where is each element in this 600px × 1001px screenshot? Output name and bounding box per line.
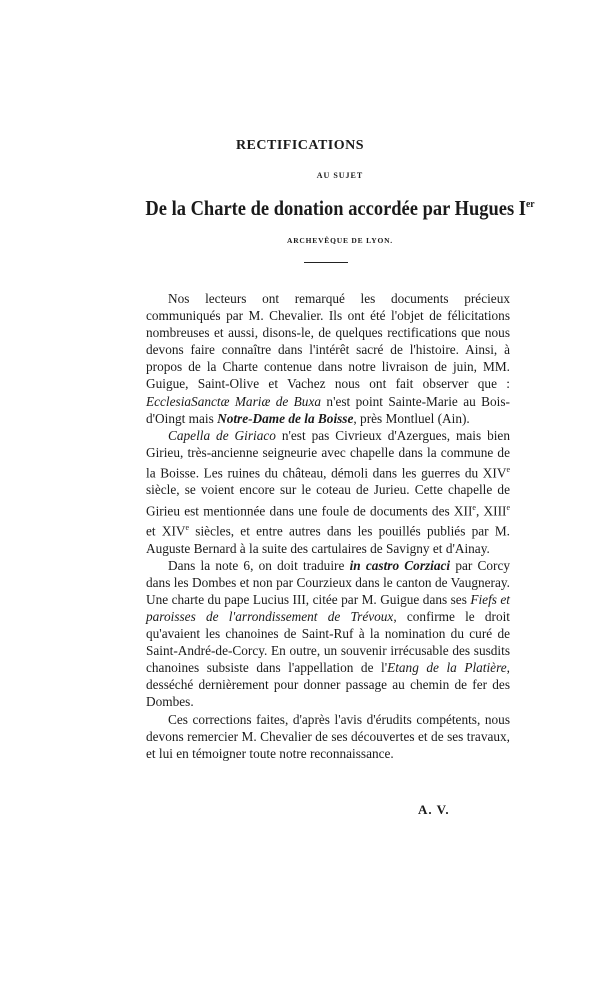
bold-italic-span: Notre-Dame de la Boisse [217,410,354,426]
heading-text: De la Charte de donation accordée par Hugues I [145,196,526,220]
paragraph [146,557,510,711]
text-span: n'est point Sainte-Marie au Bois-d'Oingt mais [146,393,510,426]
text-span: siècle, se voient encore sur le coteau de Jurieu. Cette chapelle de Girieu est mentionnée dans une foule de documents des XII [146,482,510,518]
paragraph [146,290,510,427]
text-span: , XIII [475,502,507,518]
article-body [146,290,510,762]
italic-span: Fiefs et paroisses de l'arrondissement de Trévoux [146,591,511,624]
superscript: e [472,502,476,512]
text-span: par Corcy dans les Dombes et non par Courzieux dans le canton de Vaugneray. Une charte du pape Lucius III, citée par M. Guigue dans ses [146,557,510,607]
article-subheading: ARCHEVÊQUE DE LYON. [287,236,393,245]
text-span: Ces corrections faites, d'après l'avis d'érudits compétents, nous devons remercier M. Chevalier de ses découvertes et de ses travaux, et lui en témoigner toute notre reconnaissance. [146,711,510,761]
text-span: n'est pas Civrieux d'Azergues, mais bien Girieu, très-ancienne seigneurie avec chapelle dans la commune de la Boisse. Les ruines du château, démoli dans les guerres du XIV [146,427,510,481]
text-span: , confirme le droit qu'avaient les chanoines de Saint-Ruf à la nomination du curé de Saint-André-de-Corcy. En outre, un souvenir irrécusable des susdits chanoines subsiste dans l'appellation de l' [146,608,510,676]
text-span: , près Montluel (Ain). [353,410,470,426]
superscript: e [506,464,510,474]
text-span: Nos lecteurs ont remarqué les documents précieux communiqués par M. Chevalier. Ils ont été l'objet de félicitations nombreuses et aussi, disons-le, de quelques rectifications que nous devons faire connaître dans l'intérêt sacré de l'histoire. Ainsi, à propos de la Charte contenue dans notre livraison de juin, MM. Guigue, Saint-Olive et Vachez nous ont fait observer que : [146,291,510,392]
page-title: RECTIFICATIONS [235,138,365,153]
subtitle-au-sujet: AU SUJET [316,171,364,180]
paragraph [146,427,510,557]
italic-span: Capella de Giriaco [168,427,276,443]
article-heading [76,196,600,221]
superscript: e [185,523,190,533]
text-span: et XIV [146,523,186,539]
heading-superscript: er [525,198,535,210]
author-signature: A. V. [418,802,450,817]
italic-span: EcclesiaSanctæ Mariæ de Buxa [146,393,322,409]
text-span: siècles, et entre autres dans les pouillés publiés par M. Auguste Bernard à la suite des cartulaires de Savigny et d'Ainay. [146,523,510,556]
superscript: e [506,502,510,512]
bold-italic-span: in castro Corziaci [349,557,451,573]
italic-span: Etang de la Platière [387,660,507,676]
text-span: Dans la note 6, on doit traduire [168,557,350,573]
text-span: , desséché dernièrement pour donner passage au chemin de fer des Dombes. [146,660,510,710]
paragraph [146,711,510,762]
separator-rule [304,262,348,263]
